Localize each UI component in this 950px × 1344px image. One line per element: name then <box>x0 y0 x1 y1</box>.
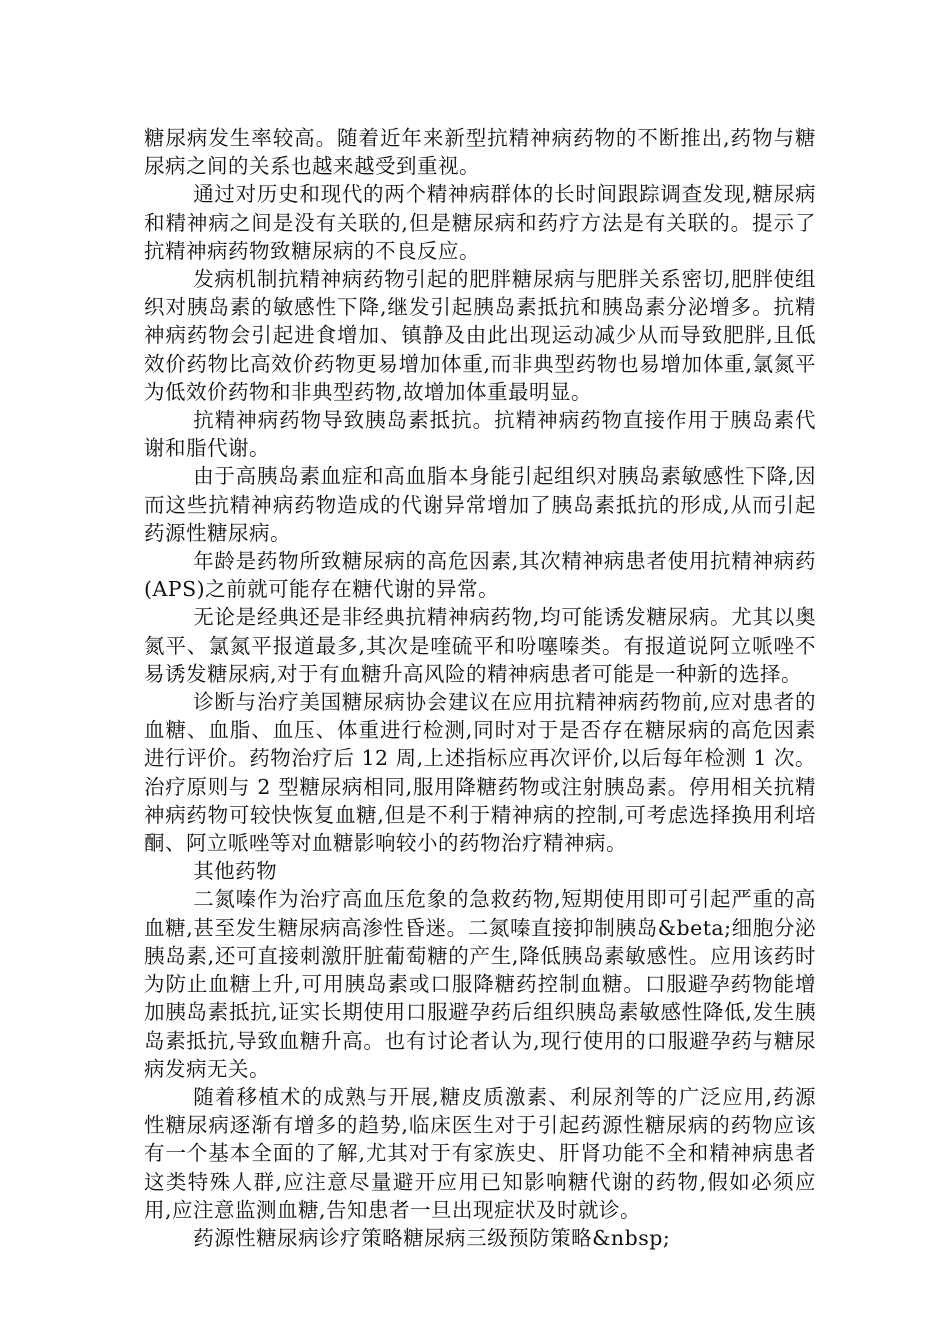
paragraph: 发病机制抗精神病药物引起的肥胖糖尿病与肥胖关系密切,肥胖使组织对胰岛素的敏感性下降,继发引起胰岛素抵抗和胰岛素分泌增多。抗精神病药物会引起进食增加、镇静及由此出现运动减少从而导致肥胖,且低效价药物比高效价药物更易增加体重,而非典型药物也易增加体重,氯氮平为低效价药物和非典型药物,故增加体重最明显。 <box>144 267 816 404</box>
section-heading: 其他药物 <box>193 859 278 884</box>
paragraph: 诊断与治疗美国糖尿病协会建议在应用抗精神病药物前,应对患者的血糖、血脂、血压、体重进行检测,同时对于是否存在糖尿病的高危因素进行评价。药物治疗后 12 周,上述指标应再次评价,以后每年检测 1 次。治疗原则与 2 型糖尿病相同,服用降糖药物或注射胰岛素。停用相关抗精神病药物可较快恢复血糖,但是不利于精神病的控制,可考虑选择换用利培酮、阿立哌唑等对血糖影响较小的药物治疗精神病。 <box>144 690 816 856</box>
paragraph-continuation: 糖尿病发生率较高。随着近年来新型抗精神病药物的不断推出,药物与糖尿病之间的关系也越来越受到重视。 <box>144 126 816 179</box>
document-body <box>144 124 816 1252</box>
paragraph: 随着移植术的成熟与开展,糖皮质激素、利尿剂等的广泛应用,药源性糖尿病逐渐有增多的趋势,临床医生对于引起药源性糖尿病的药物应该有一个基本全面的了解,尤其对于有家族史、肝肾功能不全和精神病患者这类特殊人群,应注意尽量避开应用已知影响糖代谢的药物,假如必须应用,应注意监测血糖,告知患者一旦出现症状及时就诊。 <box>144 1084 816 1222</box>
paragraph: 二氮嗪作为治疗高血压危象的急救药物,短期使用即可引起严重的高血糖,甚至发生糖尿病高渗性昏迷。二氮嗪直接抑制胰岛&beta;细胞分泌胰岛素,还可直接刺激肝脏葡萄糖的产生,降低胰岛素敏感性。应用该药时为防止血糖上升,可用胰岛素或口服降糖药控制血糖。口服避孕药物能增加胰岛素抵抗,证实长期使用口服避孕药后组织胰岛素敏感性降低,发生胰岛素抵抗,导致血糖升高。也有讨论者认为,现行使用的口服避孕药与糖尿病发病无关。 <box>144 887 816 1081</box>
paragraph: 年龄是药物所致糖尿病的高危因素,其次精神病患者使用抗精神病药(APS)之前就可能存在糖代谢的异常。 <box>144 549 816 602</box>
paragraph: 抗精神病药物导致胰岛素抵抗。抗精神病药物直接作用于胰岛素代谢和脂代谢。 <box>144 408 816 461</box>
paragraph: 由于高胰岛素血症和高血脂本身能引起组织对胰岛素敏感性下降,因而这些抗精神病药物造成的代谢异常增加了胰岛素抵抗的形成,从而引起药源性糖尿病。 <box>144 464 816 545</box>
paragraph: 无论是经典还是非经典抗精神病药物,均可能诱发糖尿病。尤其以奥氮平、氯氮平报道最多,其次是喹硫平和吩噻嗪类。有报道说阿立哌唑不易诱发糖尿病,对于有血糖升高风险的精神病患者可能是一种新的选择。 <box>144 605 816 686</box>
paragraph: 药源性糖尿病诊疗策略糖尿病三级预防策略&nbsp; <box>193 1225 671 1250</box>
paragraph: 通过对历史和现代的两个精神病群体的长时间跟踪调查发现,糖尿病和精神病之间是没有关联的,但是糖尿病和药疗方法是有关联的。提示了抗精神病药物致糖尿病的不良反应。 <box>144 182 816 263</box>
